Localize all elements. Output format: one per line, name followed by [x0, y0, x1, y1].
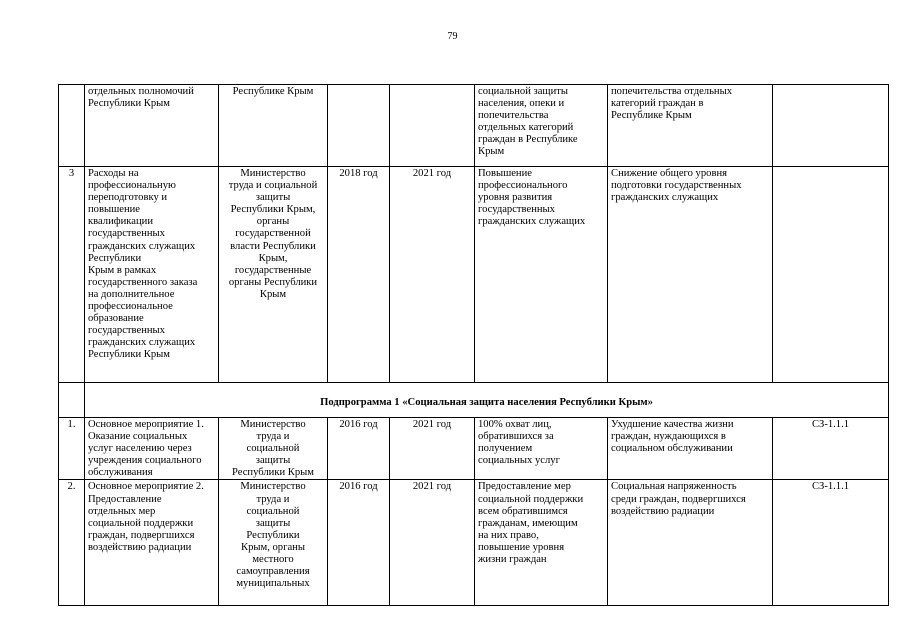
table-row-3 — [59, 167, 889, 383]
expected-result-cell: Повышение профессионального уровня развития государственных гражданских служащих — [475, 167, 608, 383]
page-number: 79 — [447, 31, 458, 42]
executor-cell: Республике Крым — [219, 85, 328, 167]
activity-name-cell: отдельных полномочий Республики Крым — [85, 85, 219, 167]
indicator-cell — [773, 85, 889, 167]
table-row-2 — [59, 480, 889, 606]
start-year-cell: 2018 год — [328, 167, 390, 383]
table-row-continued — [59, 85, 889, 167]
subprogram-title: Подпрограмма 1 «Социальная защита населения Республики Крым» — [85, 383, 889, 418]
consequences-cell: попечительства отдельных категорий граждан в Республике Крым — [608, 85, 773, 167]
row-number-cell — [59, 383, 85, 418]
end-year-cell: 2021 год — [390, 167, 475, 383]
indicator-cell — [773, 167, 889, 383]
subprogram-header-row — [59, 383, 889, 418]
end-year-cell: 2021 год — [390, 418, 475, 480]
start-year-cell — [328, 85, 390, 167]
row-number-cell: 3 — [59, 167, 85, 383]
activity-name-cell: Основное мероприятие 2. Предоставление отдельных мер социальной поддержки граждан, подвергшихся воздействию радиации — [85, 480, 219, 606]
row-number-cell: 1. — [59, 418, 85, 480]
end-year-cell: 2021 год — [390, 480, 475, 606]
consequences-cell: Ухудшение качества жизни граждан, нуждающихся в социальном обслуживании — [608, 418, 773, 480]
indicator-cell: СЗ-1.1.1 — [773, 418, 889, 480]
end-year-cell — [390, 85, 475, 167]
executor-cell: Министерство труда и социальной защиты Республики Крым, органы государственной власти Республики Крым, государственные органы Республики Крым — [219, 167, 328, 383]
activity-name-cell: Основное мероприятие 1. Оказание социальных услуг населению через учреждения социального обслуживания — [85, 418, 219, 480]
row-number-cell — [59, 85, 85, 167]
start-year-cell: 2016 год — [328, 418, 390, 480]
executor-cell: Министерство труда и социальной защиты Республики Крым, органы местного самоуправления муниципальных — [219, 480, 328, 606]
executor-cell: Министерство труда и социальной защиты Республики Крым — [219, 418, 328, 480]
consequences-cell: Социальная напряженность среди граждан, подвергшихся воздействию радиации — [608, 480, 773, 606]
activity-name-cell: Расходы на профессиональную переподготовку и повышение квалификации государственных гражданских служащих Республики Крым в рамках государственного заказа на дополнительное профессиональное образование государственных гражданских служащих Республики Крым — [85, 167, 219, 383]
start-year-cell: 2016 год — [328, 480, 390, 606]
program-activities-table — [58, 84, 889, 606]
expected-result-cell: социальной защиты населения, опеки и попечительства отдельных категорий граждан в Республике Крым — [475, 85, 608, 167]
expected-result-cell: 100% охват лиц, обратившихся за получением социальных услуг — [475, 418, 608, 480]
expected-result-cell: Предоставление мер социальной поддержки всем обратившимся гражданам, имеющим на них право, повышение уровня жизни граждан — [475, 480, 608, 606]
row-number-cell: 2. — [59, 480, 85, 606]
table-row-1 — [59, 418, 889, 480]
indicator-cell: СЗ-1.1.1 — [773, 480, 889, 606]
consequences-cell: Снижение общего уровня подготовки государственных гражданских служащих — [608, 167, 773, 383]
